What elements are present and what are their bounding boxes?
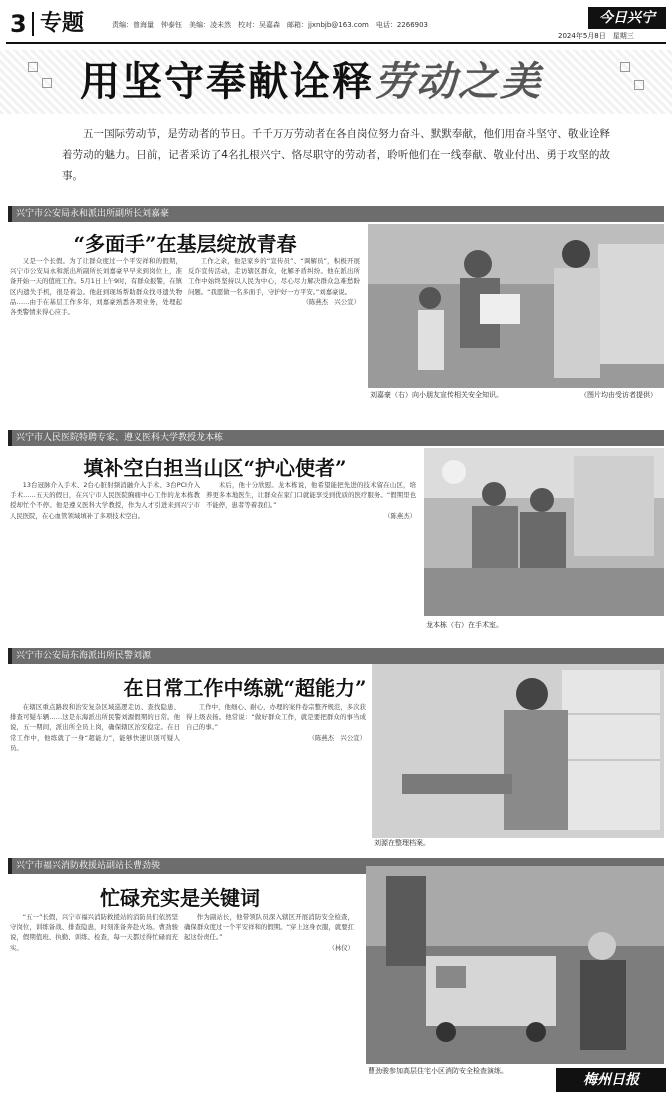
story3-column1: [10, 702, 180, 852]
masthead: [6, 6, 666, 44]
story1-byline: （陈燕杰 兴公宣）: [302, 297, 360, 306]
intro-paragraph: 五一国际劳动节，是劳动者的节日。千千万万劳动者在各自岗位努力奋斗、默默奉献，他们用奋斗坚守、敬业诠释着劳动的魅力。日前，记者采访了4名扎根兴宁、恪尽职守的劳动者，聆听他们在一线奉献、敬业付出、勇于攻坚的故事。: [62, 128, 610, 182]
story1-photo-credit: （图片均由受访者提供）: [580, 391, 657, 399]
story4-caption: 曹劲骏参加高层住宅小区消防安全检查演练。: [368, 1067, 508, 1075]
story2-col1-text: 13台冠脉介入手术、2台心脏射频消融介入手术、3台PCI介入手术……五天的假日，在兴宁市人民医院胸痛中心工作的龙本栋教授却忙个不停。他是遵义医科大学教授，作为人才引进来到兴宁市人民医院，在心血管领域填补了多项技术空白。: [10, 481, 200, 520]
story4-column2: [184, 912, 354, 1072]
story2-section-bar: 兴宁市人民医院特聘专家、遵义医科大学教授龙本栋: [8, 430, 664, 446]
story3-column2: [186, 702, 366, 852]
story1-col2-text: 工作之余，他是家乡的“宣传员”、“调解员”，积极开展反诈宣传活动，走访辖区群众，化解矛盾纠纷。他在派出所工作中始终坚持以人民为中心，尽心尽力解决群众急难愁盼问题。“我愿做一名多面手，守护好一方平安。”刘嘉豪说。: [188, 257, 360, 296]
story3-col2-text: 工作中，他细心、耐心，办理的案件卷宗整齐规范，多次获得上级表扬。他常说：“做好群众工作，就是要把群众的事当成自己的事。”: [186, 703, 366, 732]
decor-square-icon: [620, 62, 630, 72]
page-number-divider: [32, 12, 34, 36]
story1-col1-text: 又是一个长假。为了让群众度过一个平安祥和的假期，兴宁市公安局永和派出所副所长刘嘉豪早早来到岗位上，准备开始一天的值班工作。5月1日上午9时，有群众报警，在镇区内遗失手机，很是着急。他赶到现场帮助群众找寻遗失物品……由于在基层工作多年，刘嘉豪熟悉各项业务，处理起各类警情来得心应手。: [10, 257, 182, 317]
officer-files-photo: [372, 664, 664, 838]
section-name: 专题: [40, 11, 85, 36]
story2-caption: 龙本栋（右）在手术室。: [426, 621, 503, 629]
story1-photo: [368, 224, 664, 388]
story1-column2: [188, 256, 360, 404]
story4-column1: [10, 912, 178, 1072]
surgery-photo: [424, 448, 664, 616]
headline-part2: 劳动之美: [374, 58, 542, 105]
editors-line: 责编：曾海量 钟泰钰 美编：凌未然 校对：吴嘉森 邮箱：jjxnbjb@163.com 电话：2266903: [112, 21, 429, 29]
story1-title: “多面手”在基层绽放青春: [73, 232, 297, 256]
story3-photo: [372, 664, 664, 838]
story4-col1-text: “五一”长假，兴宁市福兴消防救援站的消防员们依然坚守岗位，训练备战、排查隐患，时刻准备奔赴火场。曹劲骏说，假期值班、执勤、训练、检查，每一天都过得忙碌而充实。: [10, 913, 178, 952]
story3-col1-text: 在辖区重点路段和治安复杂区域巡逻走访、查找隐患、排查可疑车辆……这是东海派出所民警刘源假期的日常。他说，五一期间，派出所全员上岗，确保辖区治安稳定。在日常工作中，他练就了一身“超能力”，能够快速识别可疑人员。: [10, 703, 180, 752]
story1-column1: [10, 256, 182, 404]
story3-byline: （陈燕杰 兴公宣）: [308, 733, 366, 742]
story3-title: 在日常工作中练就“超能力”: [123, 676, 367, 700]
story1-section-bar: 兴宁市公安局永和派出所副所长刘嘉豪: [8, 206, 664, 222]
story2-photo: [424, 448, 664, 616]
story2-col2-text: 术后，他十分欣慰。龙本栋说，他希望能把先进的技术留在山区，培养更多本地医生，让群众在家门口就能享受到优质的医疗服务。“假期里也不能停，患者等着我们。”: [206, 481, 416, 510]
story4-section-bar: 兴宁市福兴消防救援站副站长曹劲骏: [8, 858, 664, 874]
story3-caption: 刘源在整理档案。: [374, 839, 430, 847]
story2-byline: （陈燕杰）: [384, 511, 416, 520]
story4-title: 忙碌充实是关键词: [100, 886, 260, 910]
decor-square-icon: [28, 62, 38, 72]
firefighter-drill-photo: [366, 866, 664, 1064]
story2-column2: [206, 480, 416, 628]
dateline: 2024年5月8日 星期三: [558, 32, 634, 40]
decor-square-icon: [42, 78, 52, 88]
story4-photo: [366, 866, 664, 1064]
story2-column1: [10, 480, 200, 628]
police-children-photo: [368, 224, 664, 388]
story3-section-bar: 兴宁市公安局东海派出所民警刘源: [8, 648, 664, 664]
story2-title: 填补空白担当山区“护心使者”: [83, 456, 347, 480]
headline-part1: 用坚守奉献诠释: [80, 58, 374, 105]
story4-byline: （林仪）: [328, 943, 354, 952]
main-headline: [80, 54, 600, 110]
story4-col2-text: 作为副站长，他带领队员深入辖区开展消防安全检查，确保群众度过一个平安祥和的假期。“穿上这身衣服，就要扛起这份责任。”: [184, 913, 354, 942]
page-number: 3: [10, 10, 27, 38]
newspaper-logo: 今日兴宁: [588, 7, 666, 29]
footer-newspaper-logo: 梅州日报: [556, 1068, 666, 1092]
decor-square-icon: [634, 80, 644, 90]
story1-caption: 刘嘉豪（右）向小朋友宣传相关安全知识。: [370, 391, 503, 399]
